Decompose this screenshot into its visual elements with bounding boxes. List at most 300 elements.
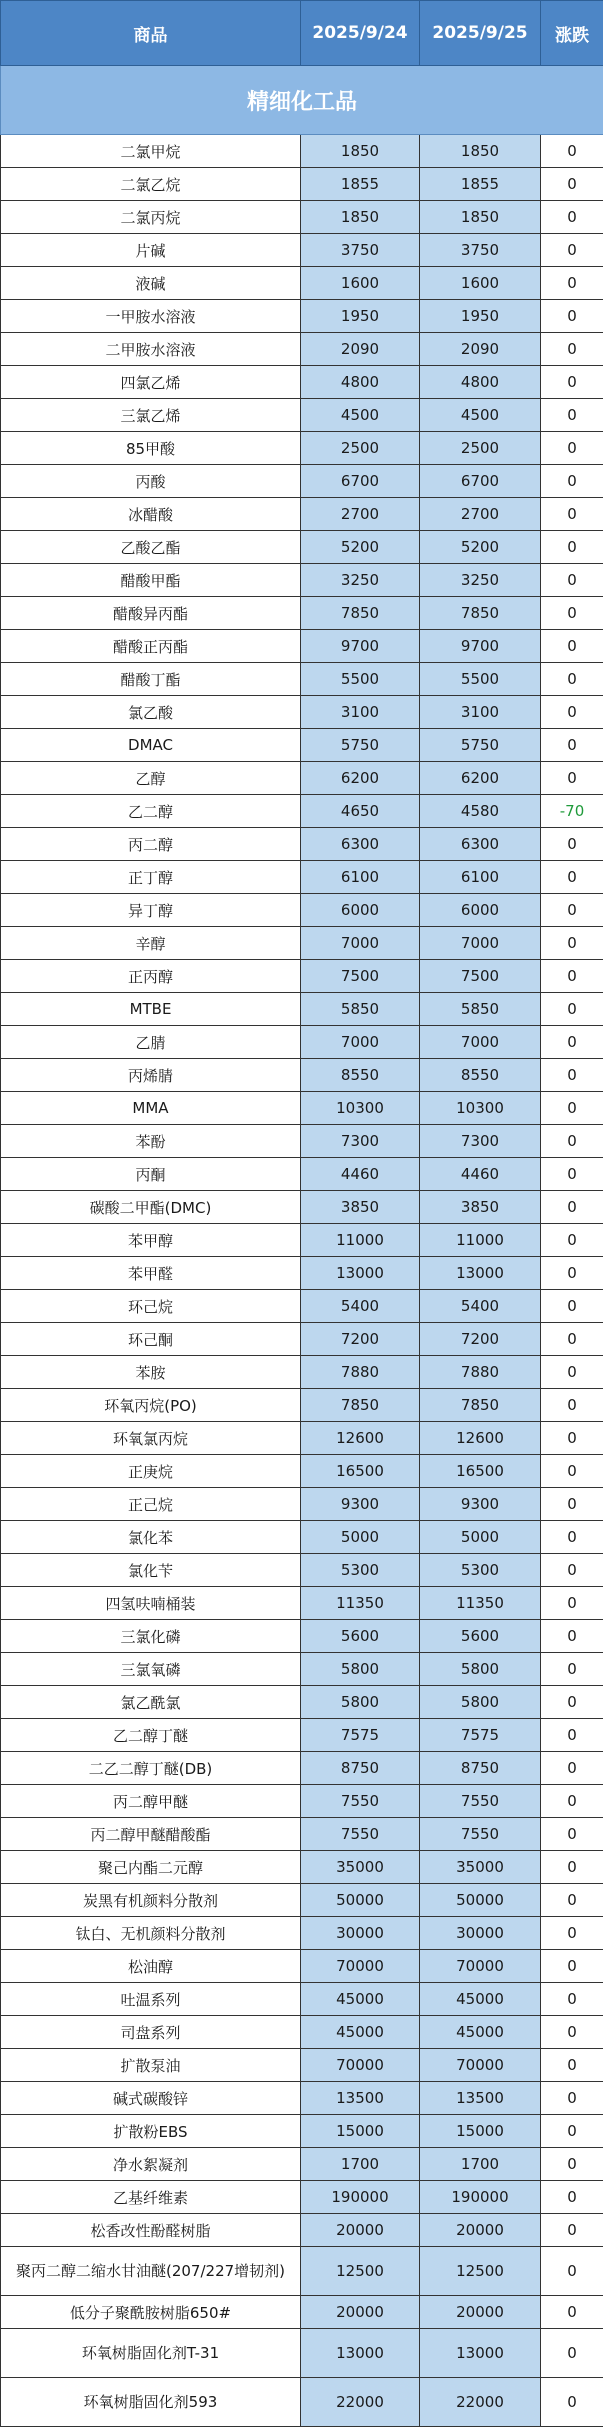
change-cell: 0 bbox=[541, 1224, 603, 1257]
change-cell: 0 bbox=[541, 1422, 603, 1455]
price-date-1-cell: 16500 bbox=[301, 1455, 420, 1488]
table-row bbox=[1, 1785, 603, 1818]
price-date-2-cell: 11000 bbox=[420, 1224, 541, 1257]
price-date-2-cell: 1855 bbox=[420, 168, 541, 201]
price-date-1-cell: 4500 bbox=[301, 399, 420, 432]
price-date-2-cell: 1850 bbox=[420, 201, 541, 234]
product-name-cell: MTBE bbox=[1, 993, 301, 1026]
price-date-2-cell: 1950 bbox=[420, 300, 541, 333]
change-cell: 0 bbox=[541, 432, 603, 465]
change-cell: 0 bbox=[541, 2296, 603, 2329]
price-date-1-cell: 15000 bbox=[301, 2115, 420, 2148]
price-date-1-cell: 7880 bbox=[301, 1356, 420, 1389]
product-name-cell: 碳酸二甲酯(DMC) bbox=[1, 1191, 301, 1224]
price-date-1-cell: 1850 bbox=[301, 201, 420, 234]
table-row bbox=[1, 1257, 603, 1290]
table-row bbox=[1, 300, 603, 333]
change-cell: 0 bbox=[541, 762, 603, 795]
price-date-2-cell: 1600 bbox=[420, 267, 541, 300]
product-name-cell: 环己酮 bbox=[1, 1323, 301, 1356]
table-row bbox=[1, 2247, 603, 2296]
price-date-1-cell: 13000 bbox=[301, 1257, 420, 1290]
price-date-1-cell: 30000 bbox=[301, 1917, 420, 1950]
change-cell: 0 bbox=[541, 1917, 603, 1950]
table-row bbox=[1, 729, 603, 762]
price-date-1-cell: 5800 bbox=[301, 1686, 420, 1719]
price-date-1-cell: 3100 bbox=[301, 696, 420, 729]
price-date-2-cell: 3100 bbox=[420, 696, 541, 729]
product-name-cell: 环氧树脂固化剂593 bbox=[1, 2378, 301, 2427]
price-date-1-cell: 7550 bbox=[301, 1785, 420, 1818]
product-name-cell: DMAC bbox=[1, 729, 301, 762]
change-cell: 0 bbox=[541, 2049, 603, 2082]
change-cell: 0 bbox=[541, 1191, 603, 1224]
price-date-1-cell: 4460 bbox=[301, 1158, 420, 1191]
change-cell: 0 bbox=[541, 2214, 603, 2247]
price-date-2-cell: 20000 bbox=[420, 2296, 541, 2329]
price-date-1-cell: 11350 bbox=[301, 1587, 420, 1620]
price-date-2-cell: 3750 bbox=[420, 234, 541, 267]
table-row bbox=[1, 1752, 603, 1785]
price-date-1-cell: 6000 bbox=[301, 894, 420, 927]
change-cell: 0 bbox=[541, 1323, 603, 1356]
price-date-1-cell: 5300 bbox=[301, 1554, 420, 1587]
change-cell: 0 bbox=[541, 993, 603, 1026]
table-row bbox=[1, 1290, 603, 1323]
price-date-1-cell: 12600 bbox=[301, 1422, 420, 1455]
table-row bbox=[1, 1389, 603, 1422]
price-date-1-cell: 7300 bbox=[301, 1125, 420, 1158]
header-row bbox=[1, 1, 603, 66]
price-date-1-cell: 5500 bbox=[301, 663, 420, 696]
table-row bbox=[1, 1422, 603, 1455]
change-cell: 0 bbox=[541, 2247, 603, 2296]
price-date-1-cell: 35000 bbox=[301, 1851, 420, 1884]
price-date-1-cell: 7850 bbox=[301, 1389, 420, 1422]
price-date-1-cell: 6300 bbox=[301, 828, 420, 861]
change-cell: 0 bbox=[541, 2181, 603, 2214]
change-cell: 0 bbox=[541, 663, 603, 696]
change-cell: 0 bbox=[541, 267, 603, 300]
price-date-2-cell: 7575 bbox=[420, 1719, 541, 1752]
change-cell: 0 bbox=[541, 465, 603, 498]
product-name-cell: 丙二醇甲醚 bbox=[1, 1785, 301, 1818]
table-row bbox=[1, 1917, 603, 1950]
table-row bbox=[1, 1554, 603, 1587]
table-row bbox=[1, 1488, 603, 1521]
price-date-2-cell: 5800 bbox=[420, 1653, 541, 1686]
price-date-2-cell: 7850 bbox=[420, 1389, 541, 1422]
table-row bbox=[1, 1521, 603, 1554]
table-row bbox=[1, 1653, 603, 1686]
price-date-2-cell: 13500 bbox=[420, 2082, 541, 2115]
product-name-cell: 二氯乙烷 bbox=[1, 168, 301, 201]
price-date-2-cell: 16500 bbox=[420, 1455, 541, 1488]
table-row bbox=[1, 762, 603, 795]
change-cell: 0 bbox=[541, 1785, 603, 1818]
header-change: 涨跌 bbox=[541, 1, 603, 66]
product-name-cell: 85甲酸 bbox=[1, 432, 301, 465]
table-row bbox=[1, 135, 603, 168]
price-date-1-cell: 2090 bbox=[301, 333, 420, 366]
change-cell: 0 bbox=[541, 135, 603, 168]
price-date-2-cell: 8750 bbox=[420, 1752, 541, 1785]
price-date-2-cell: 45000 bbox=[420, 2016, 541, 2049]
change-cell: 0 bbox=[541, 1686, 603, 1719]
price-date-2-cell: 7880 bbox=[420, 1356, 541, 1389]
product-name-cell: 聚丙二醇二缩水甘油醚(207/227增韧剂) bbox=[1, 2247, 301, 2296]
table-row bbox=[1, 1356, 603, 1389]
price-date-1-cell: 1855 bbox=[301, 168, 420, 201]
change-cell: 0 bbox=[541, 1026, 603, 1059]
change-cell: 0 bbox=[541, 1488, 603, 1521]
table-row bbox=[1, 1125, 603, 1158]
table-row bbox=[1, 1191, 603, 1224]
product-name-cell: 苯酚 bbox=[1, 1125, 301, 1158]
product-name-cell: 四氯乙烯 bbox=[1, 366, 301, 399]
product-name-cell: 苯胺 bbox=[1, 1356, 301, 1389]
table-row bbox=[1, 1158, 603, 1191]
product-name-cell: 司盘系列 bbox=[1, 2016, 301, 2049]
change-cell: 0 bbox=[541, 1851, 603, 1884]
change-cell: 0 bbox=[541, 201, 603, 234]
product-name-cell: 碱式碳酸锌 bbox=[1, 2082, 301, 2115]
product-name-cell: 正丁醇 bbox=[1, 861, 301, 894]
price-date-1-cell: 9300 bbox=[301, 1488, 420, 1521]
price-date-2-cell: 2700 bbox=[420, 498, 541, 531]
table-row bbox=[1, 1587, 603, 1620]
product-name-cell: 炭黑有机颜料分散剂 bbox=[1, 1884, 301, 1917]
table-row bbox=[1, 2115, 603, 2148]
product-name-cell: 聚己内酯二元醇 bbox=[1, 1851, 301, 1884]
change-cell: 0 bbox=[541, 729, 603, 762]
price-date-1-cell: 1950 bbox=[301, 300, 420, 333]
product-name-cell: 氯化苯 bbox=[1, 1521, 301, 1554]
price-date-1-cell: 13000 bbox=[301, 2329, 420, 2378]
change-cell: 0 bbox=[541, 960, 603, 993]
product-name-cell: 三氯乙烯 bbox=[1, 399, 301, 432]
price-date-1-cell: 7000 bbox=[301, 1026, 420, 1059]
table-row bbox=[1, 894, 603, 927]
price-date-1-cell: 2700 bbox=[301, 498, 420, 531]
table-row bbox=[1, 927, 603, 960]
price-date-2-cell: 9300 bbox=[420, 1488, 541, 1521]
change-cell: 0 bbox=[541, 1092, 603, 1125]
product-name-cell: 一甲胺水溶液 bbox=[1, 300, 301, 333]
price-date-1-cell: 4650 bbox=[301, 795, 420, 828]
header-date-2: 2025/9/25 bbox=[420, 1, 541, 66]
change-cell: 0 bbox=[541, 1884, 603, 1917]
table-row bbox=[1, 960, 603, 993]
table-row bbox=[1, 234, 603, 267]
product-name-cell: 二乙二醇丁醚(DB) bbox=[1, 1752, 301, 1785]
change-cell: 0 bbox=[541, 1983, 603, 2016]
price-date-2-cell: 6200 bbox=[420, 762, 541, 795]
change-cell: 0 bbox=[541, 1389, 603, 1422]
price-date-1-cell: 7200 bbox=[301, 1323, 420, 1356]
product-name-cell: 低分子聚酰胺树脂650# bbox=[1, 2296, 301, 2329]
header-date-1: 2025/9/24 bbox=[301, 1, 420, 66]
table-row bbox=[1, 201, 603, 234]
product-name-cell: 吐温系列 bbox=[1, 1983, 301, 2016]
price-date-2-cell: 70000 bbox=[420, 2049, 541, 2082]
change-cell: 0 bbox=[541, 366, 603, 399]
price-date-2-cell: 20000 bbox=[420, 2214, 541, 2247]
change-cell: 0 bbox=[541, 1356, 603, 1389]
change-cell: 0 bbox=[541, 564, 603, 597]
product-name-cell: 环氧氯丙烷 bbox=[1, 1422, 301, 1455]
price-date-2-cell: 7300 bbox=[420, 1125, 541, 1158]
product-name-cell: 松油醇 bbox=[1, 1950, 301, 1983]
product-name-cell: 醋酸正丙酯 bbox=[1, 630, 301, 663]
product-name-cell: 苯甲醇 bbox=[1, 1224, 301, 1257]
change-cell: 0 bbox=[541, 1125, 603, 1158]
price-date-2-cell: 7200 bbox=[420, 1323, 541, 1356]
price-date-2-cell: 9700 bbox=[420, 630, 541, 663]
table-row bbox=[1, 1950, 603, 1983]
product-name-cell: 二甲胺水溶液 bbox=[1, 333, 301, 366]
price-date-1-cell: 4800 bbox=[301, 366, 420, 399]
product-name-cell: 苯甲醛 bbox=[1, 1257, 301, 1290]
table-row bbox=[1, 267, 603, 300]
product-name-cell: 正庚烷 bbox=[1, 1455, 301, 1488]
price-date-1-cell: 5000 bbox=[301, 1521, 420, 1554]
price-date-1-cell: 5400 bbox=[301, 1290, 420, 1323]
table-row bbox=[1, 2082, 603, 2115]
change-cell: 0 bbox=[541, 498, 603, 531]
table-row bbox=[1, 366, 603, 399]
price-date-2-cell: 5400 bbox=[420, 1290, 541, 1323]
product-name-cell: 丙二醇 bbox=[1, 828, 301, 861]
product-name-cell: 乙二醇 bbox=[1, 795, 301, 828]
change-cell: 0 bbox=[541, 531, 603, 564]
price-date-1-cell: 7850 bbox=[301, 597, 420, 630]
change-cell: 0 bbox=[541, 927, 603, 960]
price-date-1-cell: 6200 bbox=[301, 762, 420, 795]
product-name-cell: 乙二醇丁醚 bbox=[1, 1719, 301, 1752]
product-name-cell: 液碱 bbox=[1, 267, 301, 300]
price-date-2-cell: 2500 bbox=[420, 432, 541, 465]
change-cell: 0 bbox=[541, 1587, 603, 1620]
change-cell: 0 bbox=[541, 399, 603, 432]
price-date-2-cell: 30000 bbox=[420, 1917, 541, 1950]
product-name-cell: 乙腈 bbox=[1, 1026, 301, 1059]
change-cell: 0 bbox=[541, 861, 603, 894]
price-date-1-cell: 3250 bbox=[301, 564, 420, 597]
table-row bbox=[1, 564, 603, 597]
change-cell: 0 bbox=[541, 828, 603, 861]
table-row bbox=[1, 2296, 603, 2329]
price-date-1-cell: 70000 bbox=[301, 1950, 420, 1983]
table-row bbox=[1, 1323, 603, 1356]
price-date-2-cell: 7500 bbox=[420, 960, 541, 993]
change-cell: 0 bbox=[541, 1158, 603, 1191]
change-cell: 0 bbox=[541, 1818, 603, 1851]
price-date-1-cell: 5800 bbox=[301, 1653, 420, 1686]
price-date-2-cell: 7000 bbox=[420, 927, 541, 960]
change-cell: 0 bbox=[541, 1257, 603, 1290]
price-date-1-cell: 5600 bbox=[301, 1620, 420, 1653]
product-name-cell: 氯乙酰氯 bbox=[1, 1686, 301, 1719]
price-date-1-cell: 8550 bbox=[301, 1059, 420, 1092]
product-name-cell: 丙烯腈 bbox=[1, 1059, 301, 1092]
product-name-cell: 醋酸丁酯 bbox=[1, 663, 301, 696]
table-row bbox=[1, 498, 603, 531]
price-date-2-cell: 190000 bbox=[420, 2181, 541, 2214]
table-row bbox=[1, 2016, 603, 2049]
price-date-1-cell: 6700 bbox=[301, 465, 420, 498]
table-row bbox=[1, 795, 603, 828]
table-row bbox=[1, 828, 603, 861]
change-cell: 0 bbox=[541, 597, 603, 630]
price-date-2-cell: 5750 bbox=[420, 729, 541, 762]
change-cell: 0 bbox=[541, 2378, 603, 2427]
table-row bbox=[1, 2329, 603, 2378]
table-row bbox=[1, 861, 603, 894]
price-date-1-cell: 12500 bbox=[301, 2247, 420, 2296]
price-date-1-cell: 6100 bbox=[301, 861, 420, 894]
change-cell: 0 bbox=[541, 1620, 603, 1653]
product-name-cell: 氯乙酸 bbox=[1, 696, 301, 729]
product-name-cell: 松香改性酚醛树脂 bbox=[1, 2214, 301, 2247]
product-name-cell: 乙酸乙酯 bbox=[1, 531, 301, 564]
price-date-1-cell: 5750 bbox=[301, 729, 420, 762]
price-date-1-cell: 1850 bbox=[301, 135, 420, 168]
price-date-2-cell: 13000 bbox=[420, 2329, 541, 2378]
change-cell: 0 bbox=[541, 168, 603, 201]
price-date-2-cell: 6300 bbox=[420, 828, 541, 861]
price-date-2-cell: 7550 bbox=[420, 1785, 541, 1818]
table-row bbox=[1, 1455, 603, 1488]
product-name-cell: 钛白、无机颜料分散剂 bbox=[1, 1917, 301, 1950]
table-row bbox=[1, 1884, 603, 1917]
price-date-2-cell: 45000 bbox=[420, 1983, 541, 2016]
price-date-1-cell: 20000 bbox=[301, 2214, 420, 2247]
product-name-cell: 四氢呋喃桶装 bbox=[1, 1587, 301, 1620]
price-date-1-cell: 2500 bbox=[301, 432, 420, 465]
price-date-1-cell: 5200 bbox=[301, 531, 420, 564]
price-date-1-cell: 1600 bbox=[301, 267, 420, 300]
price-date-2-cell: 3850 bbox=[420, 1191, 541, 1224]
change-cell: 0 bbox=[541, 1653, 603, 1686]
price-date-1-cell: 7575 bbox=[301, 1719, 420, 1752]
price-date-2-cell: 50000 bbox=[420, 1884, 541, 1917]
change-cell: 0 bbox=[541, 1719, 603, 1752]
price-date-2-cell: 6100 bbox=[420, 861, 541, 894]
change-cell: 0 bbox=[541, 2329, 603, 2378]
table-row bbox=[1, 1620, 603, 1653]
table-row bbox=[1, 993, 603, 1026]
change-cell: 0 bbox=[541, 696, 603, 729]
product-name-cell: MMA bbox=[1, 1092, 301, 1125]
table-row bbox=[1, 1686, 603, 1719]
table-row bbox=[1, 2049, 603, 2082]
price-date-2-cell: 7000 bbox=[420, 1026, 541, 1059]
price-date-1-cell: 45000 bbox=[301, 1983, 420, 2016]
price-date-2-cell: 5600 bbox=[420, 1620, 541, 1653]
change-cell: 0 bbox=[541, 333, 603, 366]
price-date-1-cell: 3750 bbox=[301, 234, 420, 267]
table-row bbox=[1, 333, 603, 366]
change-cell: 0 bbox=[541, 300, 603, 333]
table-row bbox=[1, 630, 603, 663]
product-name-cell: 辛醇 bbox=[1, 927, 301, 960]
price-date-2-cell: 4580 bbox=[420, 795, 541, 828]
product-name-cell: 扩散粉EBS bbox=[1, 2115, 301, 2148]
table-row bbox=[1, 1059, 603, 1092]
change-cell: 0 bbox=[541, 630, 603, 663]
price-date-2-cell: 13000 bbox=[420, 1257, 541, 1290]
price-date-2-cell: 7850 bbox=[420, 597, 541, 630]
change-cell: 0 bbox=[541, 1290, 603, 1323]
price-date-1-cell: 45000 bbox=[301, 2016, 420, 2049]
product-name-cell: 二氯丙烷 bbox=[1, 201, 301, 234]
price-date-1-cell: 1700 bbox=[301, 2148, 420, 2181]
price-date-1-cell: 20000 bbox=[301, 2296, 420, 2329]
price-date-1-cell: 7500 bbox=[301, 960, 420, 993]
price-date-2-cell: 8550 bbox=[420, 1059, 541, 1092]
table-row bbox=[1, 2214, 603, 2247]
table-row bbox=[1, 1983, 603, 2016]
product-name-cell: 氯化苄 bbox=[1, 1554, 301, 1587]
change-cell: 0 bbox=[541, 1950, 603, 1983]
price-date-1-cell: 3850 bbox=[301, 1191, 420, 1224]
price-date-2-cell: 22000 bbox=[420, 2378, 541, 2427]
price-date-1-cell: 9700 bbox=[301, 630, 420, 663]
price-date-2-cell: 70000 bbox=[420, 1950, 541, 1983]
price-date-2-cell: 5800 bbox=[420, 1686, 541, 1719]
product-name-cell: 环氧丙烷(PO) bbox=[1, 1389, 301, 1422]
table-row bbox=[1, 531, 603, 564]
table-row bbox=[1, 465, 603, 498]
price-date-2-cell: 1700 bbox=[420, 2148, 541, 2181]
table-row bbox=[1, 663, 603, 696]
price-date-2-cell: 3250 bbox=[420, 564, 541, 597]
product-name-cell: 正丙醇 bbox=[1, 960, 301, 993]
price-date-2-cell: 6000 bbox=[420, 894, 541, 927]
table-row bbox=[1, 2148, 603, 2181]
table-row bbox=[1, 1224, 603, 1257]
table-row bbox=[1, 597, 603, 630]
price-date-1-cell: 10300 bbox=[301, 1092, 420, 1125]
section-title: 精细化工品 bbox=[1, 66, 603, 135]
product-name-cell: 丙酸 bbox=[1, 465, 301, 498]
price-date-2-cell: 12500 bbox=[420, 2247, 541, 2296]
change-cell: 0 bbox=[541, 1521, 603, 1554]
price-date-2-cell: 1850 bbox=[420, 135, 541, 168]
price-date-1-cell: 7550 bbox=[301, 1818, 420, 1851]
price-date-2-cell: 6700 bbox=[420, 465, 541, 498]
change-cell: 0 bbox=[541, 1554, 603, 1587]
price-date-1-cell: 7000 bbox=[301, 927, 420, 960]
price-date-2-cell: 12600 bbox=[420, 1422, 541, 1455]
price-date-2-cell: 15000 bbox=[420, 2115, 541, 2148]
price-date-1-cell: 13500 bbox=[301, 2082, 420, 2115]
change-cell: 0 bbox=[541, 2148, 603, 2181]
table-row bbox=[1, 168, 603, 201]
product-name-cell: 醋酸异丙酯 bbox=[1, 597, 301, 630]
table-row bbox=[1, 1818, 603, 1851]
price-date-1-cell: 70000 bbox=[301, 2049, 420, 2082]
table-row bbox=[1, 1851, 603, 1884]
product-name-cell: 扩散泵油 bbox=[1, 2049, 301, 2082]
change-cell: 0 bbox=[541, 2082, 603, 2115]
change-cell: 0 bbox=[541, 234, 603, 267]
change-cell: 0 bbox=[541, 1455, 603, 1488]
section-row bbox=[1, 66, 603, 135]
price-date-2-cell: 11350 bbox=[420, 1587, 541, 1620]
table-row bbox=[1, 696, 603, 729]
